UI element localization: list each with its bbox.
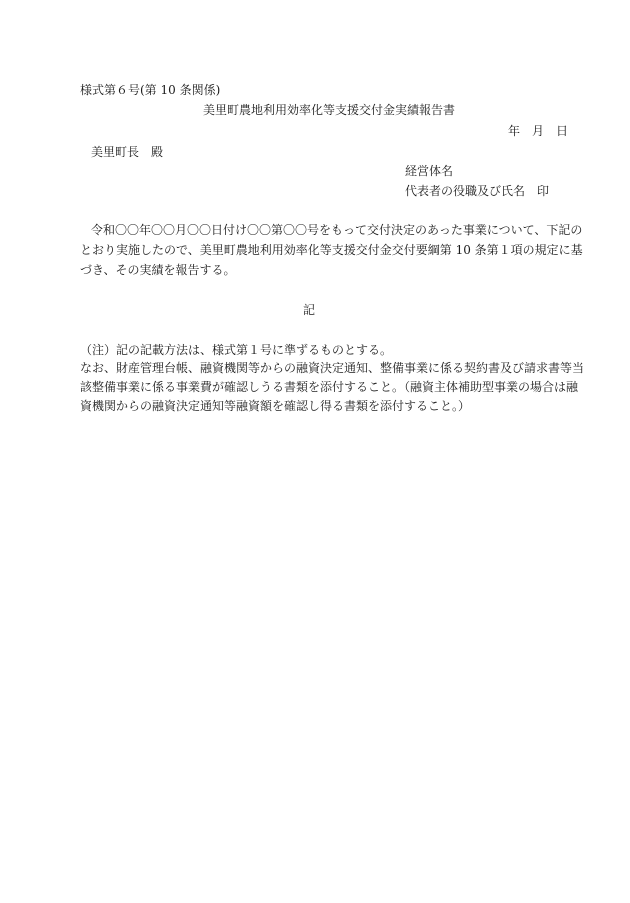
body-line: とおり実施したので、美里町農地利用効率化等支援交付金交付要綱第 10 条第１項の規定に基 [80,243,583,257]
date-line: 年 月 日 [508,124,569,138]
note-line: 資機関からの融資決定通知等融資額を確認し得る書類を添付すること。） [80,399,471,413]
representative-label: 代表者の役職及び氏名 印 [405,184,550,198]
body-line: づき、その実績を報告する。 [80,263,236,277]
document-title: 美里町農地利用効率化等支援交付金実績報告書 [203,103,456,117]
ki-heading: 記 [303,303,316,317]
note-line: なお、財産管理台帳、融資機関等からの融資決定通知、整備事業に係る契約書及び請求書等当 [80,361,585,375]
body-line: 令和〇〇年〇〇月〇〇日付け〇〇第〇〇号をもって交付決定のあった事業について、下記の [91,223,583,237]
addressee: 美里町長 殿 [91,145,164,159]
note-line: （注）記の記載方法は、様式第１号に準ずるものとする。 [80,343,393,357]
form-number: 様式第６号(第 10 条関係) [80,83,221,97]
note-line: 該整備事業に係る事業費が確認しうる書類を添付すること。（融資主体補助型事業の場合は融 [80,380,579,394]
org-name-label: 経営体名 [405,164,454,178]
